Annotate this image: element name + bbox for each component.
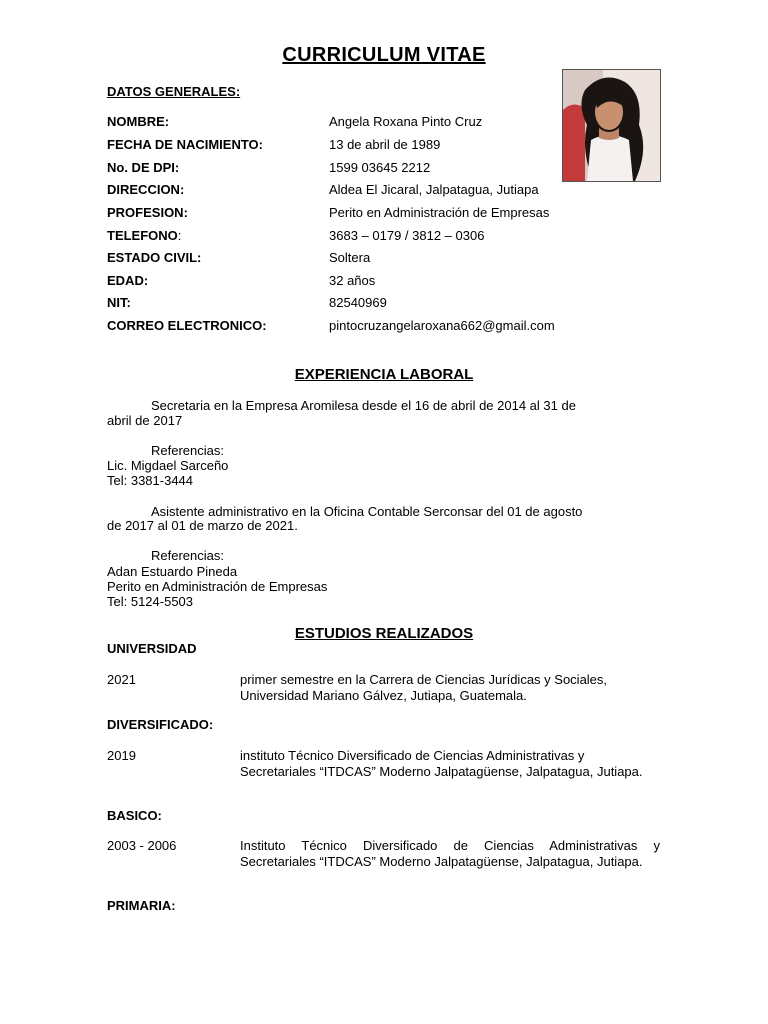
diversificado-description: instituto Técnico Diversificado de Ciencias Administrativas y Secretariales “ITDCAS” Moderno Jalpatagüense, Jalpatagua, Jutiapa.: [240, 748, 643, 779]
job2-reference-title: Perito en Administración de Empresas: [107, 579, 328, 594]
basico-year: 2003 - 2006: [107, 838, 177, 853]
estudios-heading: ESTUDIOS REALIZADOS: [294, 625, 474, 642]
diversificado-label: DIVERSIFICADO:: [107, 717, 214, 732]
label-telefono-colon: :: [177, 228, 182, 243]
job1-reference-name: Lic. Migdael Sarceño: [107, 458, 229, 473]
value-fecha-nacimiento: 13 de abril de 1989: [329, 137, 441, 152]
universidad-year: 2021: [107, 672, 136, 687]
value-telefono: 3683 – 0179 / 3812 – 0306: [329, 228, 485, 243]
job1-reference-tel: Tel: 3381-3444: [107, 473, 194, 488]
label-nombre: NOMBRE:: [107, 114, 170, 129]
value-estado-civil: Soltera: [329, 250, 371, 265]
job1-description: Secretaria en la Empresa Aromilesa desde el 16 de abril de 2014 al 31 de: [151, 398, 576, 413]
universidad-description: primer semestre en la Carrera de Ciencias Jurídicas y Sociales, Universidad Mariano Gálvez, Jutiapa, Guatemala.: [240, 672, 608, 703]
label-profesion: PROFESION:: [107, 205, 188, 220]
basico-description: Instituto Técnico Diversificado de Ciencias Administrativas y Secretariales “ITDCAS” Moderno Jalpatagüense, Jalpatagua, Jutiapa.: [240, 838, 660, 869]
job1-description-cont: abril de 2017: [107, 413, 183, 428]
label-edad: EDAD:: [107, 273, 149, 288]
job2-reference-tel: Tel: 5124-5503: [107, 594, 194, 609]
label-nit: NIT:: [107, 295, 131, 310]
value-edad: 32 años: [329, 273, 376, 288]
value-correo: pintocruzangelaroxana662@gmail.com: [329, 318, 555, 333]
label-direccion: DIRECCION:: [107, 182, 185, 197]
job2-description-cont: de 2017 al 01 de marzo de 2021.: [107, 518, 298, 533]
value-profesion: Perito en Administración de Empresas: [329, 205, 550, 220]
universidad-label: UNIVERSIDAD: [107, 641, 197, 656]
basico-label: BASICO:: [107, 808, 162, 823]
job2-reference-name: Adan Estuardo Pineda: [107, 564, 238, 579]
diversificado-year: 2019: [107, 748, 136, 763]
value-direccion: Aldea El Jicaral, Jalpatagua, Jutiapa: [329, 182, 539, 197]
label-correo: CORREO ELECTRONICO:: [107, 318, 267, 333]
label-telefono-row: [107, 228, 181, 243]
job1-references-label: Referencias:: [151, 443, 224, 458]
datos-generales-heading: DATOS GENERALES:: [107, 84, 241, 99]
label-dpi: No. DE DPI:: [107, 160, 180, 175]
label-fecha-nacimiento: FECHA DE NACIMIENTO:: [107, 137, 263, 152]
label-telefono: TELEFONO: [107, 228, 178, 243]
primaria-label: PRIMARIA:: [107, 898, 176, 913]
experiencia-heading: EXPERIENCIA LABORAL: [294, 366, 474, 383]
value-dpi: 1599 03645 2212: [329, 160, 431, 175]
value-nombre: Angela Roxana Pinto Cruz: [329, 114, 483, 129]
value-nit: 82540969: [329, 295, 387, 310]
document-title: CURRICULUM VITAE: [282, 44, 486, 66]
label-estado-civil: ESTADO CIVIL:: [107, 250, 202, 265]
profile-photo: [562, 69, 661, 182]
job2-references-label: Referencias:: [151, 548, 224, 563]
job2-description: Asistente administrativo en la Oficina Contable Serconsar del 01 de agosto: [151, 504, 583, 519]
